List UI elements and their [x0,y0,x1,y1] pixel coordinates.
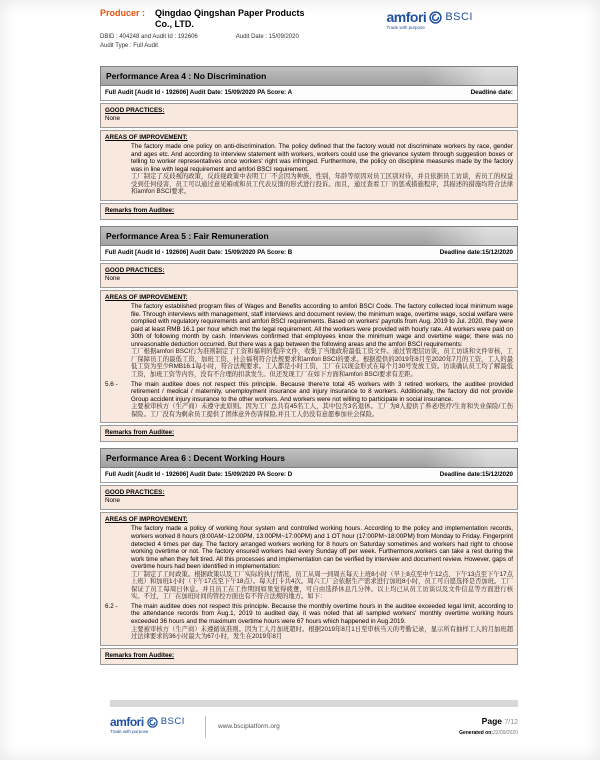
pa5-intro-text-en: The factory established program files of Wages and Benefits according to amfori BSCI Code. The factory collected local minimum wage file. Through interviews with management, staff interviews and document review, the minimum wage, overtime wage, social welfare were complied with regulatory requirements and amfori BSCI requirements. Based on workers' payrolls from Aug. 2019 to Jul. 2020, they were paid at least RMB 16.1 per hour which met the legal requirement. All the workers were provided with hourly rate. All workers were paid on 30th of following month by cash. Interviews confirmed that employees know the minimum wage and overtime wage; there was no unreasonable deduction occurred. But there was a gap between the following areas and the amfori BSCI requirements: [131,303,513,348]
pa4-finding-text-en: The factory made one policy on anti-discrimination. The policy defined that the factory would not discriminate workers by race, gender and ages etc. And according to interview statement with workers, workers could use the grievance system through suggestion boxes or telling to worker representatives once workers' right was infringed. Furthermore, the policy on discipline measures made by the factory was in line with legal requirement and amfori BSCI requirement. [131,143,513,173]
logo-tagline: Trade with purpose [386,25,425,30]
document-content [100,8,518,665]
pa4-remarks-heading: Remarks from Auditee: [105,206,175,214]
pa6-finding-text-en: The main auditee does not respect this principle. Because the monthly overtime hours in the auditee exceeded legal limit, according to the attendance records from Aug.1, 2019 to audited day, it was noted that all sampled workers' monthly overtime working hours exceeded 36 hours and the maximum overtime hours were 67 hours which happened in Aug.2019. [131,602,513,626]
pa6-intro-paragraph [105,525,513,600]
pa4-audit-line: Full Audit [Audit Id - 192606] Audit Date: 15/09/2020 PA Score: A [105,89,293,96]
pa4-aoi-heading: AREAS OF IMPROVEMENT: [105,133,188,141]
footer-amfori-bsci-logo [110,716,205,734]
audit-type-line: Audit Type : Full Audit [100,42,158,49]
pa6-finding-number: 6.2 - [105,602,118,610]
pa4-areas-of-improvement-block [100,130,518,201]
pa6-intro-text-zh: 工厂制定了工时政策。根据政策以及工厂实际的执行情况，员工从周一到周五每天上班8小时（早上8点至中午12点，下午13点至下午17点上班）和加班1小时（下午17点至下午18点）。每天打卡共4次。周六工厂会依据生产需求进行加班8小时，员工可自愿选择是否加班。工厂保证了员工每周日休息。并且员工在工作期间如果觉得疲惫，可自由选择休息几分钟。以上均已从员工访谈以及文件信息等方面进行核实。不过，工厂在加班时间的管控方面也有不符合法规的地方。如下： [131,570,513,601]
pa6-section-header: Performance Area 6 : Decent Working Hours [100,448,518,468]
performance-area-5-section [100,226,518,442]
pa5-good-practices-heading: GOOD PRACTICES: [105,266,165,274]
footer-page-info [459,716,518,736]
pa5-aoi-heading: AREAS OF IMPROVEMENT: [105,293,188,301]
page-footer [110,716,518,738]
pa4-good-practices-value: None [105,115,121,123]
pa5-deadline-date: Deadline date:15/12/2020 [439,248,513,256]
footer-amfori-brand-text: amfori [110,715,144,729]
pa6-areas-of-improvement-block [100,512,518,646]
pa6-remarks-heading: Remarks from Auditee: [105,651,175,659]
pa4-audit-info-row [100,86,518,101]
bsci-text: BSCI [445,10,473,23]
pa6-finding-6-2 [105,603,513,641]
pa6-audit-line: Full Audit [Audit Id - 192606] Audit Date: 15/09/2020 PA Score: D [105,471,293,479]
amfori-swirl-icon [429,11,442,24]
pa5-finding-number: 5.6 - [105,380,118,388]
pa5-areas-of-improvement-block [100,290,518,424]
platform-url-link[interactable]: www.bsciplatform.org [218,723,280,730]
pa5-remarks-block [100,425,518,442]
footer-amfori-swirl-icon [147,717,158,728]
performance-area-6-section [100,448,518,664]
pa6-deadline-date: Deadline date:15/12/2020 [439,471,513,479]
pa6-intro-number [105,525,131,600]
pa4-finding-text-zh: 工厂制定了反歧视的政策，反歧视政策中表明工厂不会因为种族，性别，年龄等原因对员工区别对待，并且依据员工访谈，若员工的权益受到任何侵害，员工可以通过意见箱或和员工代表反馈的形式进行投诉。而且，通过查看工厂的惩戒措施程序，其描述的措施均符合法律和amfori BSCI要求。 [131,173,513,196]
pa4-finding-number [105,143,131,196]
pa6-good-practices-heading: GOOD PRACTICES: [105,489,165,497]
pa4-section-header: Performance Area 4 : No Discrimination [100,66,518,86]
pa5-audit-line: Full Audit [Audit Id - 192606] Audit Date: 15/09/2020 PA Score: B [105,248,293,256]
pa6-aoi-heading: AREAS OF IMPROVEMENT: [105,515,188,523]
producer-name-line1: Qingdao Qingshan Paper Products [155,8,305,18]
pa5-section-header: Performance Area 5 : Fair Remuneration [100,226,518,246]
pa5-finding-text-en: The main auditee does not respect this principle. Because there're total 45 workers with 3 retired workers, the auditee provided retirement / medical / maternity, unemployment insurance and injury insurance to 8 workers. Additionally, the factory did not provide Group accident injury insurance to the other workers. And workers were not willing to participate in social insurance. [131,380,513,403]
generated-label: Generated on: [459,730,493,736]
pa6-audit-info-row [100,468,518,483]
page-number: 7/12 [504,719,518,726]
generated-date: 22/09/2020 [492,730,518,736]
pa6-remarks-block [100,648,518,665]
producer-label: Producer : [100,8,146,18]
pa4-remarks-block [100,203,518,220]
pa5-intro-number [105,303,131,378]
pa5-intro-text-zh: 工厂根据amfori BSCI行为准则制定了工资和福利的程序文件，收集了当地政府最低工资文件。通过管理层访谈，员工访谈和文件审核，工厂保障员工的最低工资，加班工资，社会福利符合法规要求和amfori BSCI的要求。根据提供的2019年8月至2020年7月的工资，工人的最低工资为至少RMB16.1每小时，符合法规要求。工人都是小时工资，工厂在以现金形式在每个月30号发放工资。访谈确认员工均了解最低工资，加班工资等内容，没有不合理的扣款发生。但还发现工厂在如下方面和amfori BSCI要求有差距。 [131,348,513,379]
pa5-remarks-heading: Remarks from Auditee: [105,429,175,437]
pa4-deadline-date: Deadline date: [470,89,513,96]
pa4-good-practices-heading: GOOD PRACTICES: [105,107,165,114]
amfori-bsci-logo [387,10,473,30]
amfori-brand-text: amfori [386,9,427,25]
footer-vertical-divider [205,716,206,738]
footer-logo-tagline: Trade with purpose [110,729,149,734]
pa6-good-practices-block [100,485,518,510]
footer-divider-bar [110,700,518,707]
pa5-finding-text-zh: 主要被审核方（生产商）未遵守此原则。因为工厂总共有45名工人，其中包含3名退休。工厂为8人提供了养老/医疗/生育和失业保险/工伤保险。工厂没有为剩余员工提供了团体意外伤害保险,并且工人仍没有意愿参加社会保险。 [131,403,513,418]
pa6-good-practices-value: None [105,497,121,505]
pa5-intro-paragraph [105,303,513,378]
dbid-line: DBID : 404248 and Audit Id : 192606 [100,33,198,40]
performance-area-4-section [100,66,518,220]
pa6-intro-text-en: The factory made a policy of working hour system and controlled working hours. According to the policy and implementation records, workers worked 8 hours (8:00AM~12:00PM, 13:00PM~17:00PM) and 1 OT hour (17:00PM~18:00PM) from Monday to Friday. Fingerprint detected 4 times per day. The factory arranged workers working for 8 hours on Saturday sometimes and workers had right to choose working overtime or not. The factory ensured workers had every Sunday off per week. Furthermore,workers can take a rest during the work time when they felt tired. All this processes and implementation can be verified by interview and document review. However, gaps of overtime hours had been identified in implementation: [131,525,513,571]
producer-name-line2: Co., LTD. [155,18,194,29]
audit-date-line: Audit Date : 15/09/2020 [235,33,299,40]
page-label: Page [481,716,502,726]
pa4-good-practices-block [100,103,518,128]
document-header [100,8,518,60]
audit-meta [100,33,518,51]
pa5-good-practices-value: None [105,275,121,283]
producer-name [155,8,305,30]
pa5-finding-5-6 [105,381,513,419]
pa5-good-practices-block [100,263,518,288]
pa6-finding-text-zh: 主要被审核方（生产商）未遵循该准则。因为工人月加班超时。根据2019年8月1日至审核当天的考勤记录，显示所有抽样工人的月加班超过法律要求的36小时最大为67小时，发生在2019年8月 [131,625,513,641]
pa5-audit-info-row [100,246,518,261]
footer-bsci-text: BSCI [160,716,185,728]
pa4-finding [105,143,513,196]
